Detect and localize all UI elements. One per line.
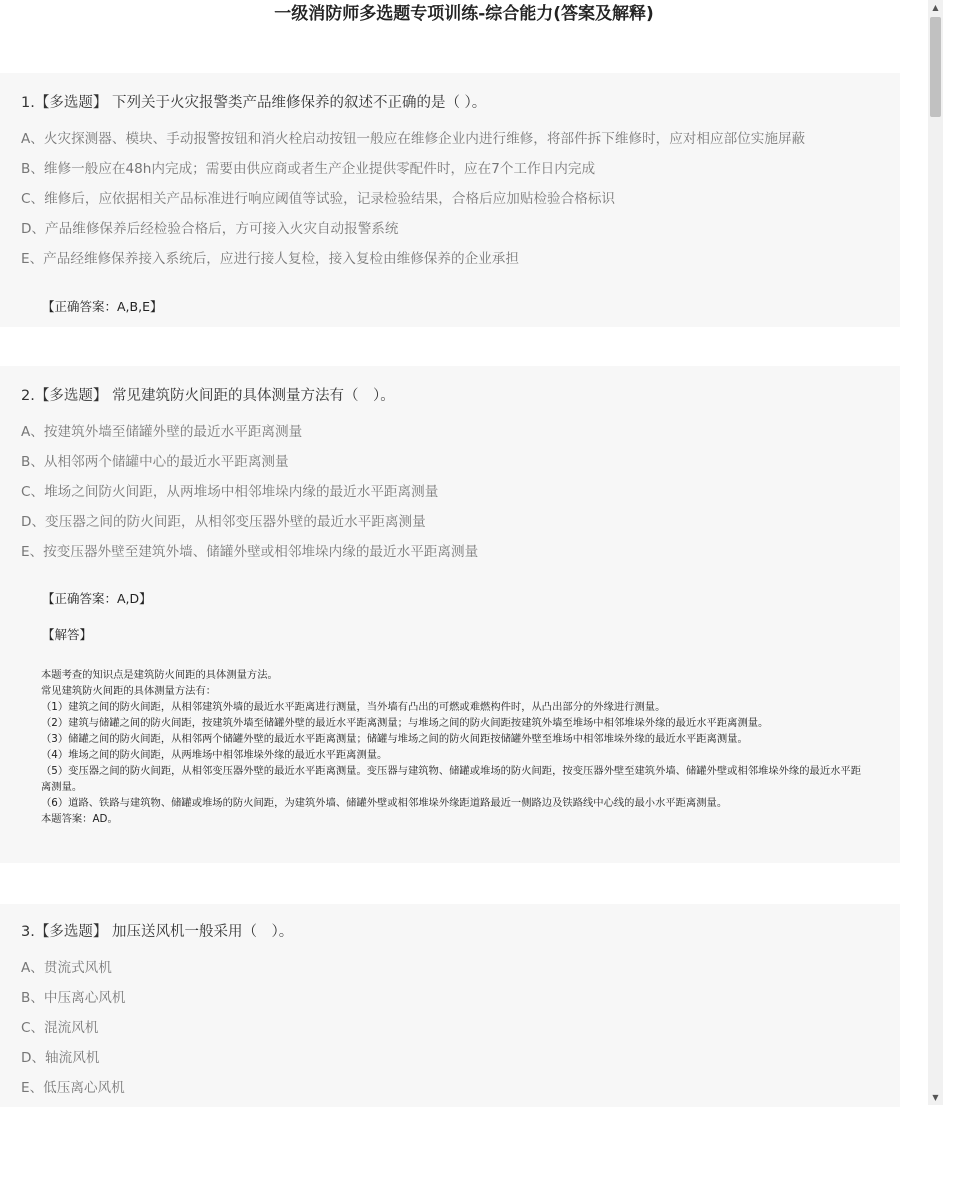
option-b: B、中压离心风机 <box>21 990 126 1006</box>
scrollbar-thumb[interactable] <box>930 17 941 117</box>
explanation-line: （5）变压器之间的防火间距，从相邻变压器外壁的最近水平距离测量。变压器与建筑物、储罐或堆场的防火间距，按变压器外壁至建筑外墙、储罐外壁或相邻堆垛外缘的最近水平距离测量。 <box>41 765 862 793</box>
option-a: A、火灾探测器、模块、手动报警按钮和消火栓启动按钮一般应在维修企业内进行维修，将部件拆下维修时，应对相应部位实施屏蔽 <box>21 131 806 147</box>
explanation-line: （2）建筑与储罐之间的防火间距，按建筑外墙至储罐外壁的最近水平距离测量；与堆场之间的防火间距按建筑外墙至堆场中相邻堆垛外缘的最近水平距离测量。 <box>41 717 769 729</box>
explanation-body <box>41 667 871 827</box>
question-card-3 <box>0 904 900 1107</box>
explanation-line: （3）储罐之间的防火间距，从相邻两个储罐外壁的最近水平距离测量；储罐与堆场之间的防火间距按储罐外壁至堆场中相邻堆垛外缘的最近水平距离测量。 <box>41 733 748 745</box>
option-b: B、从相邻两个储罐中心的最近水平距离测量 <box>21 454 289 470</box>
correct-answer: 【正确答案：A,D】 <box>42 591 152 606</box>
scroll-down-arrow-icon[interactable]: ▼ <box>932 1093 939 1102</box>
option-d: D、产品维修保养后经检验合格后，方可接入火灾自动报警系统 <box>21 221 399 237</box>
question-heading: 2.【多选题】 常见建筑防火间距的具体测量方法有（ ）。 <box>21 388 395 404</box>
question-card-1 <box>0 73 900 327</box>
option-e: E、产品经维修保养接入系统后，应进行接人复检，接入复检由维修保养的企业承担 <box>21 251 519 267</box>
question-heading: 1.【多选题】 下列关于火灾报警类产品维修保养的叙述不正确的是（ ）。 <box>21 95 487 111</box>
vertical-scrollbar[interactable] <box>928 0 943 1105</box>
explanation-line: （6）道路、铁路与建筑物、储罐或堆场的防火间距，为建筑外墙、储罐外壁或相邻堆垛外缘距道路最近一侧路边及铁路线中心线的最小水平距离测量。 <box>41 797 728 809</box>
option-d: D、变压器之间的防火间距，从相邻变压器外壁的最近水平距离测量 <box>21 514 426 530</box>
explanation-line: 常见建筑防火间距的具体测量方法有： <box>41 685 217 697</box>
scroll-up-arrow-icon[interactable]: ▲ <box>932 3 939 12</box>
option-e: E、按变压器外壁至建筑外墙、储罐外壁或相邻堆垛内缘的最近水平距离测量 <box>21 544 479 560</box>
explanation-line: 本题答案：AD。 <box>41 813 118 825</box>
explanation-line: （1）建筑之间的防火间距，从相邻建筑外墙的最近水平距离进行测量，当外墙有凸出的可燃或难燃构件时，从凸出部分的外缘进行测量。 <box>41 701 666 713</box>
explanation-line: （4）堆场之间的防火间距，从两堆场中相邻堆垛外缘的最近水平距离测量。 <box>41 749 388 761</box>
option-c: C、堆场之间防火间距，从两堆场中相邻堆垛内缘的最近水平距离测量 <box>21 484 439 500</box>
explanation-heading: 【解答】 <box>42 627 93 642</box>
page-title: 一级消防师多选题专项训练-综合能力(答案及解释) <box>274 4 654 24</box>
question-heading: 3.【多选题】 加压送风机一般采用（ ）。 <box>21 924 294 940</box>
option-a: A、贯流式风机 <box>21 960 112 976</box>
option-e: E、低压离心风机 <box>21 1080 125 1096</box>
option-c: C、混流风机 <box>21 1020 99 1036</box>
option-b: B、维修一般应在48h内完成；需要由供应商或者生产企业提供零配件时，应在7个工作日内完成 <box>21 161 596 177</box>
option-a: A、按建筑外墙至储罐外壁的最近水平距离测量 <box>21 424 303 440</box>
option-d: D、轴流风机 <box>21 1050 100 1066</box>
explanation-line: 本题考查的知识点是建筑防火间距的具体测量方法。 <box>41 669 278 681</box>
option-c: C、维修后，应依据相关产品标准进行响应阈值等试验，记录检验结果，合格后应加贴检验合格标识 <box>21 191 616 207</box>
correct-answer: 【正确答案：A,B,E】 <box>42 299 163 314</box>
